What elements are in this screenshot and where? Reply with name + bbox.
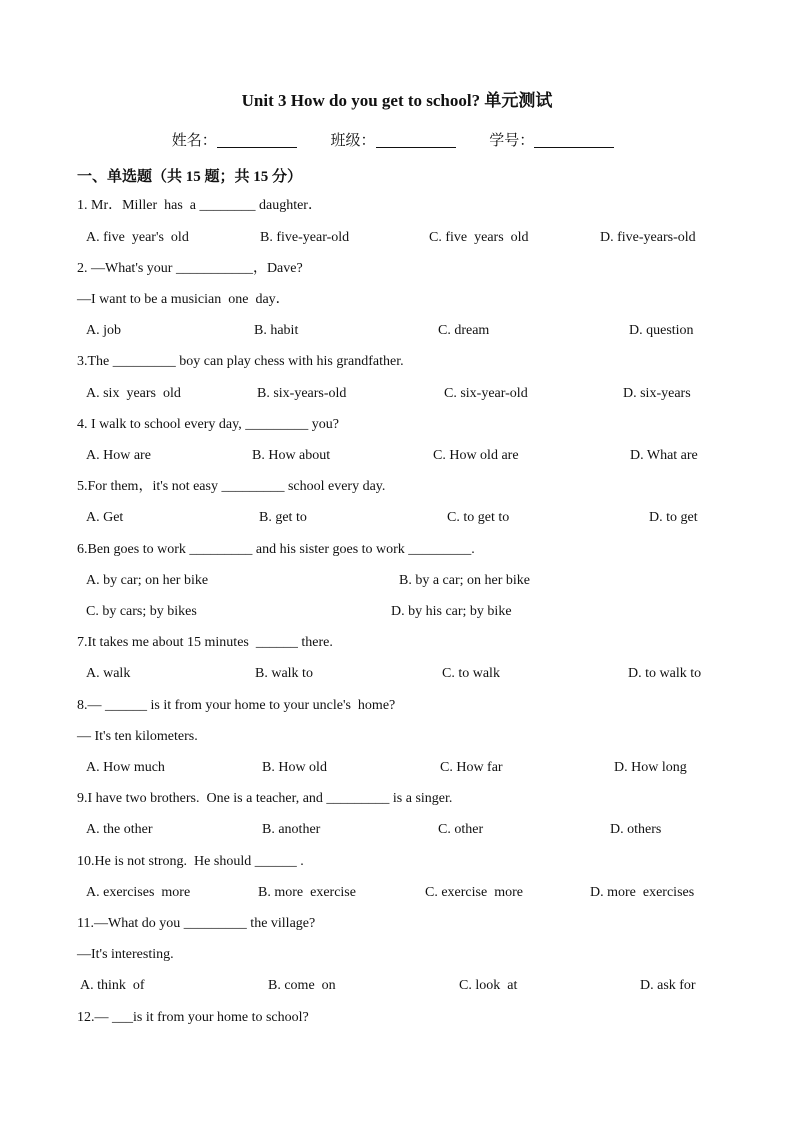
q7-option-a[interactable]: A. walk [86,666,131,681]
question-4: 4. I walk to school every day, _________ you? [77,417,339,432]
q6-option-a[interactable]: A. by car; on her bike [86,573,209,588]
class-label: 班级： [330,133,376,149]
q10-option-d[interactable]: D. more exercises [590,885,695,900]
q8-option-d[interactable]: D. How long [614,760,687,775]
q5-option-a[interactable]: A. Get [86,510,124,525]
question-7: 7.It takes me about 15 minutes ______ there. [77,635,333,650]
question-11-line-2: —It's interesting. [77,947,174,962]
question-3: 3.The _________ boy can play chess with his grandfather. [77,354,404,369]
q4-option-a[interactable]: A. How are [86,448,151,463]
q3-option-b[interactable]: B. six-years-old [257,386,347,401]
q2-option-c[interactable]: C. dream [438,323,490,338]
question-2: 2. —What's your ___________，Dave? [77,261,303,276]
q3-option-c[interactable]: C. six-year-old [444,386,528,401]
q8-option-a[interactable]: A. How much [86,760,165,775]
q6-option-c[interactable]: C. by cars; by bikes [86,604,197,619]
q5-option-b[interactable]: B. get to [259,510,307,525]
page-title: Unit 3 How do you get to school? 单元测试 [241,91,553,110]
q5-option-d[interactable]: D. to get [649,510,698,525]
name-field[interactable] [217,133,297,148]
q10-option-a[interactable]: A. exercises more [86,885,191,900]
q11-option-a[interactable]: A. think of [80,978,145,993]
q3-option-a[interactable]: A. six years old [86,386,181,401]
question-10: 10.He is not strong. He should ______ . [77,854,304,869]
q11-option-d[interactable]: D. ask for [640,978,696,993]
q10-option-c[interactable]: C. exercise more [425,885,523,900]
q10-option-b[interactable]: B. more exercise [258,885,356,900]
q8-option-c[interactable]: C. How far [440,760,503,775]
q4-option-d[interactable]: D. What are [630,448,698,463]
q11-option-b[interactable]: B. come on [268,978,336,993]
q7-option-c[interactable]: C. to walk [442,666,500,681]
q8-option-b[interactable]: B. How old [262,760,327,775]
q2-option-d[interactable]: D. question [629,323,694,338]
question-2-line-2: —I want to be a musician one day． [77,292,290,307]
q5-option-c[interactable]: C. to get to [447,510,510,525]
q1-option-a[interactable]: A. five year's old [86,230,189,245]
q3-option-d[interactable]: D. six-years [623,386,691,401]
question-8-line-2: — It's ten kilometers. [77,729,198,744]
q2-option-a[interactable]: A. job [86,323,121,338]
q1-option-b[interactable]: B. five-year-old [260,230,350,245]
q7-option-d[interactable]: D. to walk to [628,666,702,681]
q9-option-d[interactable]: D. others [610,822,662,837]
section-title: 一、单选题（共 15 题；共 15 分） [77,169,303,185]
student-info-row [0,129,794,150]
q4-option-b[interactable]: B. How about [252,448,331,463]
question-1: 1. Mr．Miller has a ________ daughter． [77,198,322,213]
q4-option-c[interactable]: C. How old are [433,448,519,463]
q7-option-b[interactable]: B. walk to [255,666,313,681]
q9-option-a[interactable]: A. the other [86,822,153,837]
q11-option-c[interactable]: C. look at [459,978,518,993]
q1-option-c[interactable]: C. five years old [429,230,529,245]
question-12: 12.— ___is it from your home to school? [77,1010,309,1025]
q9-option-c[interactable]: C. other [438,822,484,837]
q6-option-d[interactable]: D. by his car; by bike [391,604,512,619]
class-field[interactable] [376,133,456,148]
q2-option-b[interactable]: B. habit [254,323,299,338]
number-label: 学号： [489,133,535,149]
question-5: 5.For them，it's not easy _________ school every day. [77,479,386,494]
question-9: 9.I have two brothers. One is a teacher, and _________ is a singer. [77,791,453,806]
question-8: 8.— ______ is it from your home to your uncle's home? [77,698,396,713]
question-6: 6.Ben goes to work _________ and his sister goes to work _________. [77,542,475,557]
q6-option-b[interactable]: B. by a car; on her bike [399,573,531,588]
q1-option-d[interactable]: D. five-years-old [600,230,696,245]
number-field[interactable] [534,133,614,148]
name-label: 姓名： [171,133,217,149]
question-11: 11.—What do you _________ the village? [77,916,316,931]
q9-option-b[interactable]: B. another [262,822,321,837]
